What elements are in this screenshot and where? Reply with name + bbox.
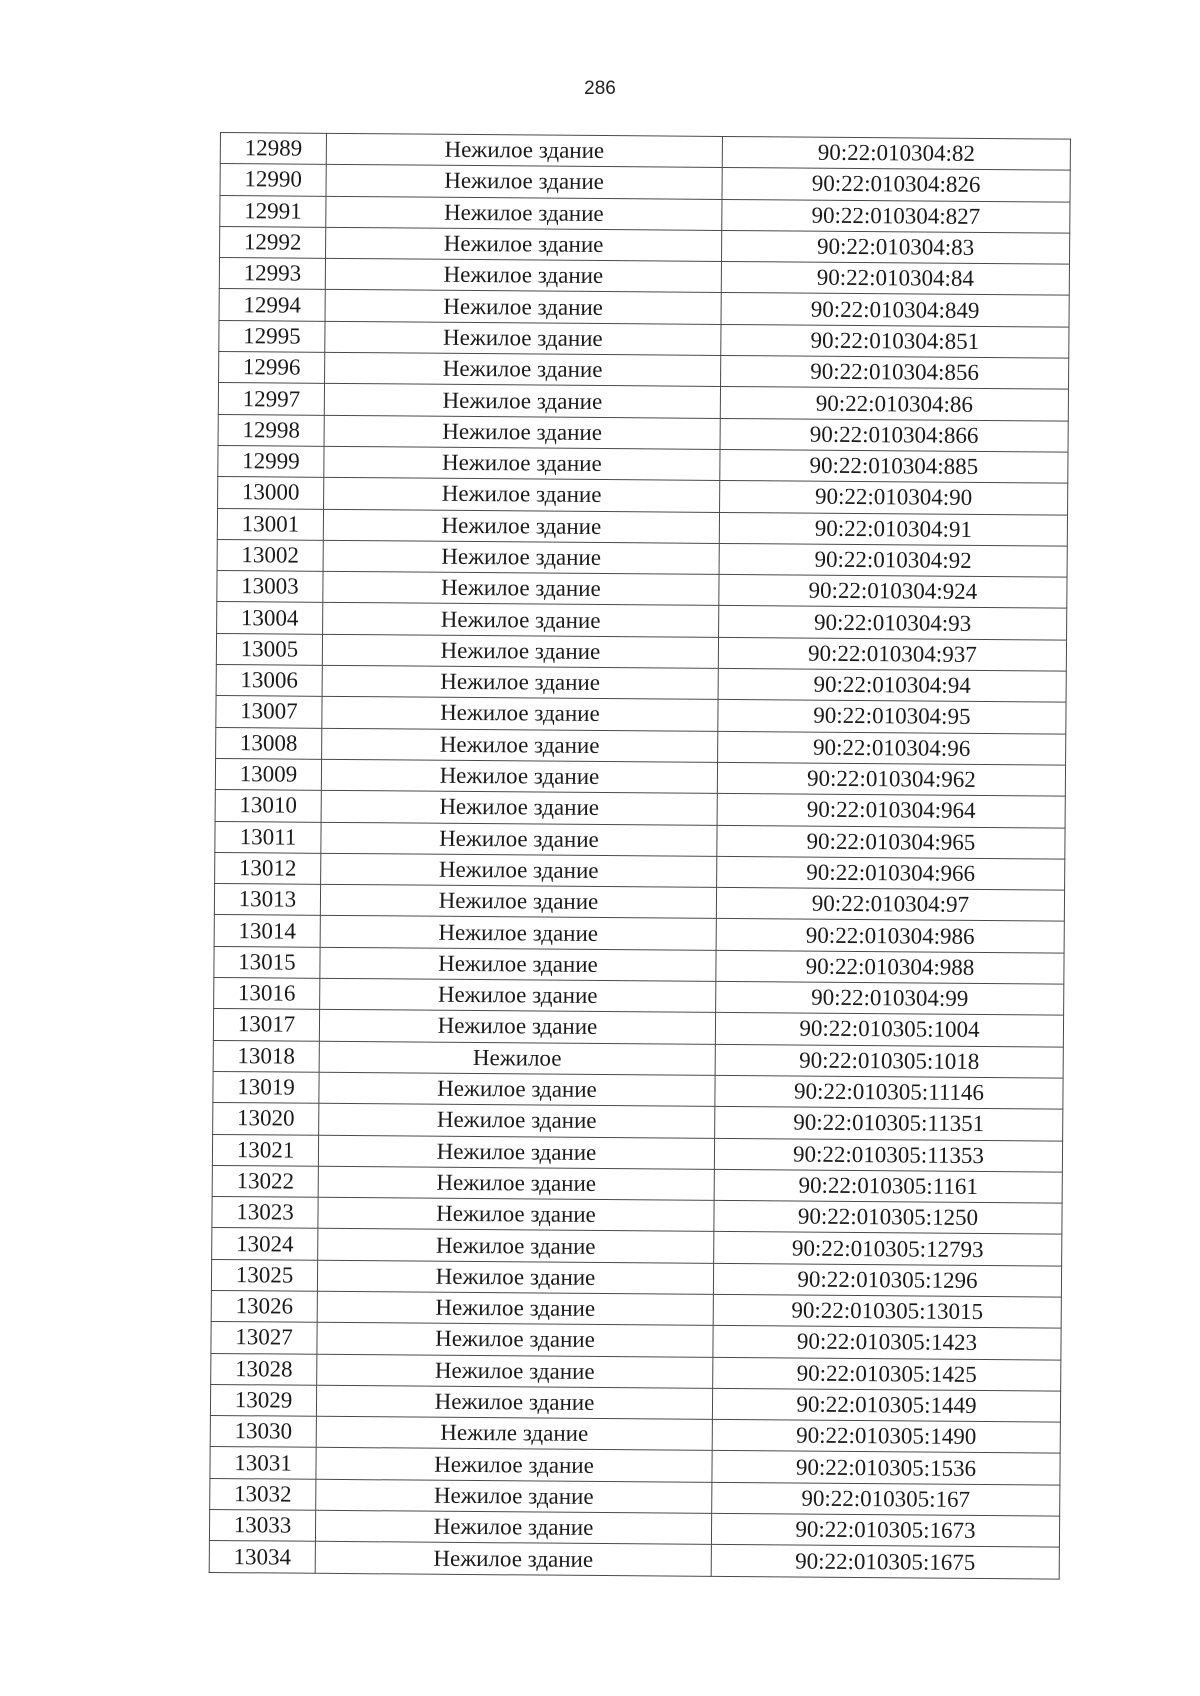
object-name-cell: Нежилое здание: [320, 916, 716, 950]
row-number-cell: 13027: [211, 1322, 317, 1354]
row-number-cell: 12994: [219, 289, 325, 321]
cadastral-number-cell: 90:22:010304:86: [720, 387, 1068, 421]
cadastral-number-cell: 90:22:010304:964: [717, 794, 1065, 828]
object-name-cell: Нежилое здание: [319, 1104, 715, 1138]
object-name-cell: Нежилое здание: [317, 1323, 713, 1357]
cadastral-number-cell: 90:22:010304:866: [720, 418, 1068, 452]
cadastral-number-cell: 90:22:010305:13015: [713, 1294, 1061, 1328]
object-name-cell: Нежилое здание: [318, 1229, 714, 1263]
object-name-cell: Нежилое здание: [324, 446, 720, 480]
cadastral-number-cell: 90:22:010304:91: [719, 512, 1067, 546]
cadastral-number-cell: 90:22:010305:1425: [713, 1357, 1061, 1391]
row-number-cell: 12996: [219, 352, 325, 384]
cadastral-number-cell: 90:22:010304:92: [719, 543, 1067, 577]
row-number-cell: 13010: [215, 790, 321, 822]
cadastral-number-cell: 90:22:010304:90: [720, 481, 1068, 515]
row-number-cell: 13018: [213, 1040, 319, 1072]
cadastral-number-cell: 90:22:010304:95: [718, 700, 1066, 734]
cadastral-number-cell: 90:22:010305:1161: [714, 1169, 1062, 1203]
object-name-cell: Нежилое здание: [316, 1385, 712, 1419]
row-number-cell: 13023: [212, 1197, 318, 1229]
object-name-cell: Нежилое здание: [317, 1291, 713, 1325]
row-number-cell: 12998: [218, 414, 324, 446]
row-number-cell: 13032: [210, 1478, 316, 1510]
cadastral-number-cell: 90:22:010304:986: [716, 919, 1064, 953]
object-name-cell: Нежилое здание: [318, 1166, 714, 1200]
row-number-cell: 13011: [215, 821, 321, 853]
cadastral-number-cell: 90:22:010304:96: [718, 731, 1066, 765]
table-row: [209, 1541, 1059, 1579]
page-number: 286: [584, 78, 616, 99]
object-name-cell: Нежилое здание: [316, 1448, 712, 1482]
object-name-cell: Нежилое здание: [315, 1542, 711, 1576]
object-name-cell: Нежилое здание: [322, 697, 718, 731]
object-name-cell: Нежилое здание: [324, 384, 720, 418]
cadastral-number-cell: 90:22:010304:93: [719, 606, 1067, 640]
object-name-cell: Нежилое здание: [322, 634, 718, 668]
cadastral-number-cell: 90:22:010305:167: [712, 1482, 1060, 1516]
row-number-cell: 13017: [213, 1009, 319, 1041]
object-name-cell: Нежилое здание: [326, 133, 722, 167]
row-number-cell: 12995: [219, 320, 325, 352]
row-number-cell: 13005: [216, 633, 322, 665]
object-name-cell: Нежилое здание: [320, 978, 716, 1012]
cadastral-number-cell: 90:22:010304:827: [722, 199, 1070, 233]
row-number-cell: 13002: [217, 539, 323, 571]
object-name-cell: Нежилое здание: [323, 603, 719, 637]
row-number-cell: 13006: [216, 665, 322, 697]
row-number-cell: 12997: [218, 383, 324, 415]
object-name-cell: Нежилое здание: [315, 1510, 711, 1544]
object-name-cell: Нежилое здание: [323, 540, 719, 574]
row-number-cell: 13022: [212, 1165, 318, 1197]
row-number-cell: 13028: [211, 1353, 317, 1385]
row-number-cell: 13025: [211, 1259, 317, 1291]
row-number-cell: 13001: [217, 508, 323, 540]
row-number-cell: 13029: [210, 1384, 316, 1416]
object-name-cell: Нежилое здание: [325, 290, 721, 324]
object-name-cell: Нежилое здание: [323, 509, 719, 543]
row-number-cell: 13034: [209, 1541, 315, 1573]
object-name-cell: Нежилое здание: [324, 415, 720, 449]
object-name-cell: Нежилое здание: [319, 1010, 715, 1044]
object-name-cell: Нежилое здание: [326, 196, 722, 230]
object-name-cell: Нежилое здание: [320, 947, 716, 981]
row-number-cell: 13004: [217, 602, 323, 634]
object-name-cell: Нежилое здание: [318, 1197, 714, 1231]
row-number-cell: 12990: [220, 164, 326, 196]
row-number-cell: 13030: [210, 1416, 316, 1448]
object-name-cell: Нежилое здание: [322, 728, 718, 762]
row-number-cell: 13012: [215, 852, 321, 884]
row-number-cell: 12993: [219, 258, 325, 290]
cadastral-number-cell: 90:22:010304:988: [716, 950, 1064, 984]
object-name-cell: Нежилое здание: [321, 759, 717, 793]
row-number-cell: 13009: [215, 758, 321, 790]
row-number-cell: 12999: [218, 445, 324, 477]
row-number-cell: 13016: [214, 977, 320, 1009]
cadastral-number-cell: 90:22:010305:1673: [711, 1513, 1059, 1547]
object-name-cell: Нежилое здание: [326, 165, 722, 199]
object-name-cell: Нежилое здание: [317, 1260, 713, 1294]
cadastral-number-cell: 90:22:010305:1490: [712, 1420, 1060, 1454]
object-name-cell: Нежилое здание: [323, 571, 719, 605]
object-name-cell: Нежилое здание: [320, 884, 716, 918]
cadastral-number-cell: 90:22:010305:1018: [715, 1044, 1063, 1078]
cadastral-number-cell: 90:22:010305:1004: [715, 1013, 1063, 1047]
row-number-cell: 13019: [213, 1071, 319, 1103]
cadastral-number-cell: 90:22:010304:966: [717, 856, 1065, 890]
object-name-cell: Нежилое здание: [321, 853, 717, 887]
object-name-cell: Нежиле здание: [316, 1416, 712, 1450]
cadastral-number-cell: 90:22:010305:11146: [715, 1075, 1063, 1109]
row-number-cell: 13003: [217, 571, 323, 603]
cadastral-number-cell: 90:22:010304:83: [721, 230, 1069, 264]
row-number-cell: 13033: [209, 1510, 315, 1542]
cadastral-number-cell: 90:22:010305:1296: [713, 1263, 1061, 1297]
object-name-cell: Нежилое здание: [324, 478, 720, 512]
cadastral-number-cell: 90:22:010305:1250: [714, 1201, 1062, 1235]
object-name-cell: Нежилое здание: [317, 1354, 713, 1388]
object-name-cell: Нежилое здание: [318, 1135, 714, 1169]
cadastral-number-cell: 90:22:010304:937: [718, 637, 1066, 671]
cadastral-number-cell: 90:22:010305:11353: [714, 1138, 1062, 1172]
cadastral-number-cell: 90:22:010304:849: [721, 293, 1069, 327]
row-number-cell: 13000: [218, 477, 324, 509]
row-number-cell: 13008: [216, 727, 322, 759]
row-number-cell: 13007: [216, 696, 322, 728]
cadastral-number-cell: 90:22:010304:851: [721, 324, 1069, 358]
cadastral-number-cell: 90:22:010304:965: [717, 825, 1065, 859]
row-number-cell: 13014: [214, 915, 320, 947]
cadastral-number-cell: 90:22:010304:885: [720, 449, 1068, 483]
object-name-cell: Нежилое здание: [321, 822, 717, 856]
cadastral-number-cell: 90:22:010304:94: [718, 668, 1066, 702]
cadastral-number-cell: 90:22:010304:856: [721, 356, 1069, 390]
object-name-cell: Нежилое здание: [325, 321, 721, 355]
object-name-cell: Нежилое здание: [325, 259, 721, 293]
cadastral-number-cell: 90:22:010304:84: [721, 262, 1069, 296]
row-number-cell: 13026: [211, 1290, 317, 1322]
cadastral-number-cell: 90:22:010305:1449: [712, 1388, 1060, 1422]
row-number-cell: 12989: [220, 133, 326, 165]
cadastral-number-cell: 90:22:010304:962: [717, 762, 1065, 796]
row-number-cell: 13024: [212, 1228, 318, 1260]
object-name-cell: Нежилое здание: [325, 352, 721, 386]
row-number-cell: 13013: [214, 884, 320, 916]
object-name-cell: Нежилое здание: [321, 791, 717, 825]
row-number-cell: 13020: [213, 1103, 319, 1135]
cadastral-number-cell: 90:22:010305:12793: [714, 1232, 1062, 1266]
row-number-cell: 13021: [212, 1134, 318, 1166]
cadastral-number-cell: 90:22:010305:11351: [715, 1107, 1063, 1141]
registry-table: [209, 132, 1071, 1579]
cadastral-number-cell: 90:22:010305:1536: [712, 1451, 1060, 1485]
cadastral-number-cell: 90:22:010304:826: [722, 168, 1070, 202]
cadastral-number-cell: 90:22:010304:99: [716, 981, 1064, 1015]
object-name-cell: Нежилое здание: [319, 1072, 715, 1106]
row-number-cell: 12991: [220, 195, 326, 227]
object-name-cell: Нежилое здание: [322, 665, 718, 699]
object-name-cell: Нежилое здание: [316, 1479, 712, 1513]
row-number-cell: 13015: [214, 946, 320, 978]
cadastral-number-cell: 90:22:010305:1675: [711, 1545, 1059, 1579]
row-number-cell: 13031: [210, 1447, 316, 1479]
cadastral-number-cell: 90:22:010304:97: [716, 888, 1064, 922]
cadastral-number-cell: 90:22:010304:82: [722, 136, 1070, 170]
cadastral-number-cell: 90:22:010304:924: [719, 575, 1067, 609]
cadastral-number-cell: 90:22:010305:1423: [713, 1326, 1061, 1360]
object-name-cell: Нежилое: [319, 1041, 715, 1075]
row-number-cell: 12992: [220, 226, 326, 258]
table-body: [209, 133, 1070, 1579]
object-name-cell: Нежилое здание: [326, 227, 722, 261]
